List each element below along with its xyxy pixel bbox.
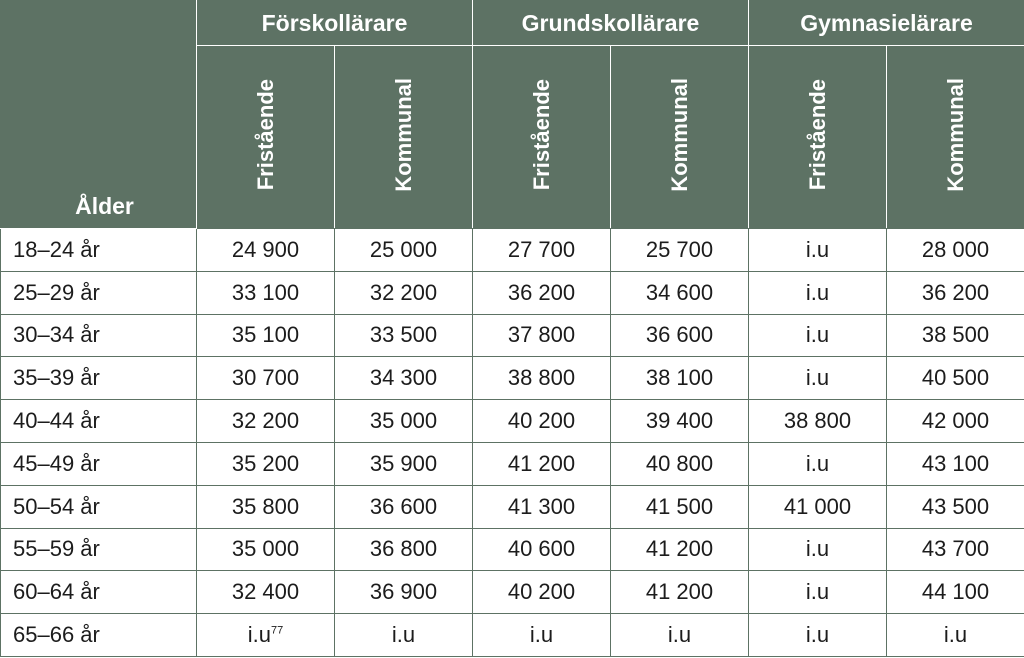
- table-row: [1, 229, 1024, 272]
- table-cell: 32 200: [335, 271, 473, 314]
- table-cell: 39 400: [611, 400, 749, 443]
- table-cell: $i.u^{77}$: [197, 614, 335, 657]
- table-cell: 44 100: [887, 571, 1024, 614]
- subheader: Kommunal: [611, 46, 749, 229]
- table-cell: 38 800: [473, 357, 611, 400]
- age-cell: 45–49 år: [1, 442, 197, 485]
- table-cell: 41 300: [473, 485, 611, 528]
- table-row: [1, 400, 1024, 443]
- table-cell: 43 100: [887, 442, 1024, 485]
- table-cell: i.u: [749, 271, 887, 314]
- table-cell: 41 500: [611, 485, 749, 528]
- table-cell: i.u: [749, 614, 887, 657]
- table-cell: i.u: [749, 229, 887, 272]
- table-cell: 38 500: [887, 314, 1024, 357]
- table-cell: 36 900: [335, 571, 473, 614]
- table-cell: 38 100: [611, 357, 749, 400]
- table-cell: 35 000: [197, 528, 335, 571]
- table-cell: 35 200: [197, 442, 335, 485]
- table-cell: 38 800: [749, 400, 887, 443]
- table-cell: 41 000: [749, 485, 887, 528]
- table-cell: 36 800: [335, 528, 473, 571]
- table-cell: 34 300: [335, 357, 473, 400]
- table-cell: 35 800: [197, 485, 335, 528]
- table-cell: i.u: [749, 571, 887, 614]
- table-cell: 24 900: [197, 229, 335, 272]
- table-cell: i.u: [473, 614, 611, 657]
- group-header-gymnasielarare: Gymnasielärare: [749, 1, 1024, 46]
- age-cell: 40–44 år: [1, 400, 197, 443]
- table-cell: 30 700: [197, 357, 335, 400]
- age-cell: 60–64 år: [1, 571, 197, 614]
- table-cell: 36 600: [335, 485, 473, 528]
- age-cell: 55–59 år: [1, 528, 197, 571]
- table-cell: 35 900: [335, 442, 473, 485]
- age-cell: 35–39 år: [1, 357, 197, 400]
- table-cell: i.u: [749, 528, 887, 571]
- table-cell: 40 500: [887, 357, 1024, 400]
- table-row: [1, 357, 1024, 400]
- age-cell: 65–66 år: [1, 614, 197, 657]
- group-header-forskollarare: Förskollärare: [197, 1, 473, 46]
- table-cell: 36 200: [473, 271, 611, 314]
- table-cell: 33 500: [335, 314, 473, 357]
- footnote-marker: 77: [271, 624, 284, 637]
- table-cell: 41 200: [611, 528, 749, 571]
- table-cell: 25 700: [611, 229, 749, 272]
- table-cell: 40 200: [473, 571, 611, 614]
- table-cell: 43 500: [887, 485, 1024, 528]
- table-cell: i.u: [611, 614, 749, 657]
- subheader: Kommunal: [887, 46, 1024, 229]
- subheader: Fristående: [197, 46, 335, 229]
- table-cell: 25 000: [335, 229, 473, 272]
- table-cell: 36 200: [887, 271, 1024, 314]
- table-row: [1, 571, 1024, 614]
- table-row: [1, 442, 1024, 485]
- table-row: [1, 271, 1024, 314]
- subheader: Fristående: [749, 46, 887, 229]
- age-cell: 30–34 år: [1, 314, 197, 357]
- table-cell: 43 700: [887, 528, 1024, 571]
- table-cell: i.u: [887, 614, 1024, 657]
- age-cell: 50–54 år: [1, 485, 197, 528]
- table-cell: 40 200: [473, 400, 611, 443]
- subheader: Fristående: [473, 46, 611, 229]
- table-cell: 32 200: [197, 400, 335, 443]
- table-cell: 42 000: [887, 400, 1024, 443]
- table-cell: 32 400: [197, 571, 335, 614]
- table-row: [1, 485, 1024, 528]
- group-header-grundskollarare: Grundskollärare: [473, 1, 749, 46]
- table-cell: 35 000: [335, 400, 473, 443]
- table-cell: i.u: [335, 614, 473, 657]
- table-cell: 37 800: [473, 314, 611, 357]
- table-cell: i.u: [749, 314, 887, 357]
- table-cell: 33 100: [197, 271, 335, 314]
- table-cell: 41 200: [611, 571, 749, 614]
- table-cell: 27 700: [473, 229, 611, 272]
- table-cell: 34 600: [611, 271, 749, 314]
- table-cell: 40 800: [611, 442, 749, 485]
- age-cell: 25–29 år: [1, 271, 197, 314]
- table-cell: i.u: [749, 442, 887, 485]
- table-row: [1, 614, 1024, 657]
- age-column-header: Ålder: [1, 1, 197, 229]
- table-cell: 35 100: [197, 314, 335, 357]
- table-cell: 40 600: [473, 528, 611, 571]
- table-cell: i.u: [749, 357, 887, 400]
- table-row: [1, 314, 1024, 357]
- table-cell: 36 600: [611, 314, 749, 357]
- age-cell: 18–24 år: [1, 229, 197, 272]
- table-cell: 28 000: [887, 229, 1024, 272]
- table-cell: 41 200: [473, 442, 611, 485]
- table-row: [1, 528, 1024, 571]
- subheader: Kommunal: [335, 46, 473, 229]
